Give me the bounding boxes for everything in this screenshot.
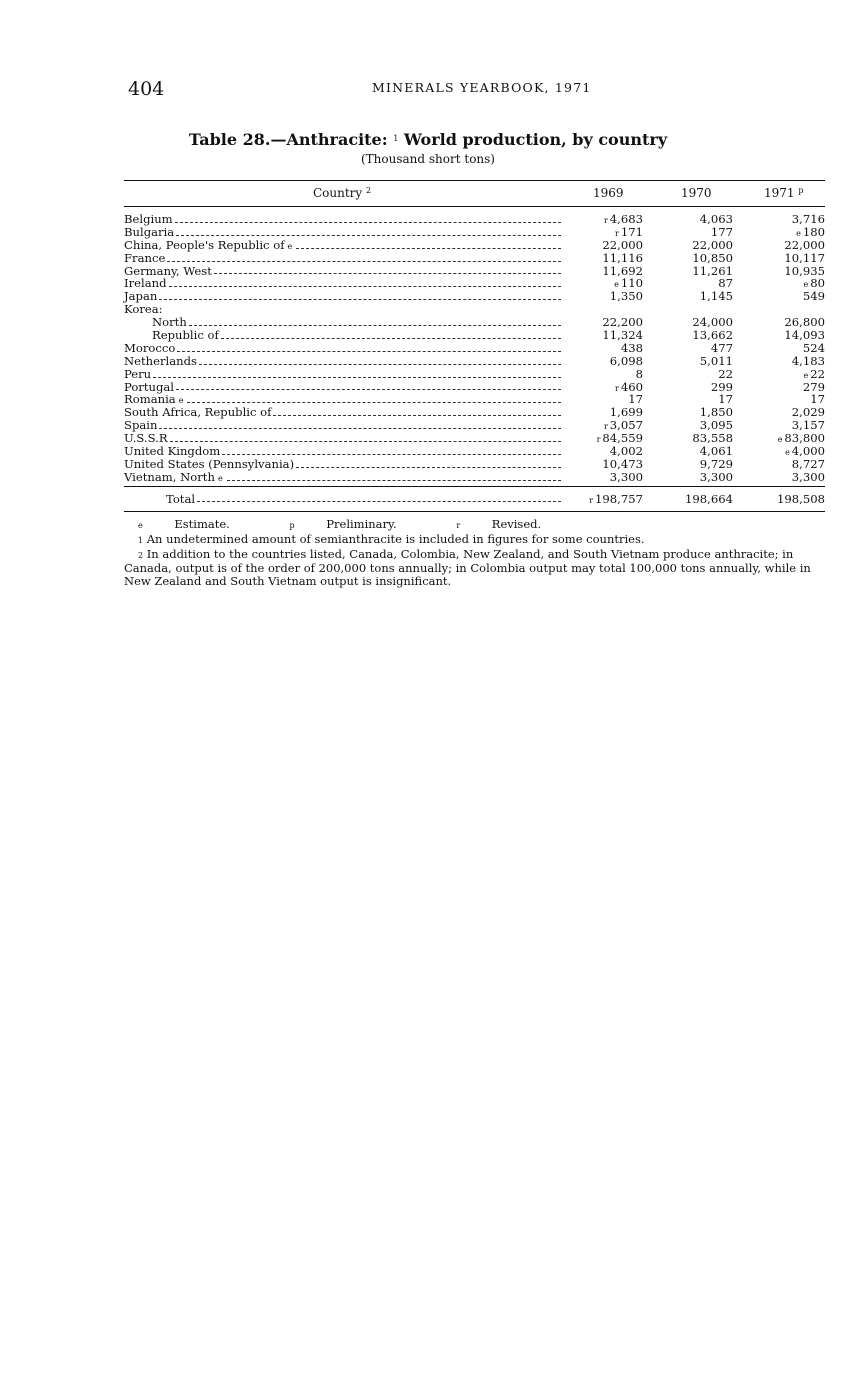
leader-dots	[175, 213, 561, 226]
footnote-1	[124, 533, 825, 548]
country-label: Vietnam, North	[124, 469, 215, 484]
value-number: 524	[802, 340, 825, 355]
table-body	[124, 213, 825, 484]
key-preliminary-mark: p	[289, 521, 295, 530]
key-estimate-text: Estimate.	[174, 517, 230, 531]
country-label: France	[124, 250, 166, 265]
value-number: 83,800	[784, 431, 825, 446]
value-1971	[803, 290, 825, 303]
country-label: Portugal	[124, 379, 175, 394]
key-revised	[456, 517, 569, 531]
value-number: 460	[620, 379, 643, 394]
table-top-rule	[124, 180, 825, 181]
footnotes	[124, 518, 825, 588]
leader-dots	[176, 381, 561, 394]
value-number: 17	[628, 392, 643, 407]
column-header-country	[313, 186, 371, 200]
column-header-1969: 1969	[593, 186, 624, 200]
leader-dots	[296, 239, 561, 252]
country-label: Japan	[124, 289, 158, 304]
country-label: United States (Pennsylvania)	[124, 456, 295, 471]
footnote-1-text: An undetermined amount of semianthracite is included in figures for some countries.	[146, 531, 645, 546]
value-number: 279	[802, 379, 825, 394]
value-number: 5,011	[699, 353, 733, 368]
value-number: 4,000	[791, 444, 825, 459]
footnote-2	[124, 548, 825, 588]
value-number: 1,850	[699, 405, 733, 420]
total-1969	[589, 492, 643, 508]
value-number: 4,063	[699, 212, 733, 226]
leader-dots	[167, 252, 561, 265]
value-number: 22,000	[784, 237, 825, 252]
value-number: 8	[635, 366, 643, 381]
value-number: 17	[718, 392, 733, 407]
leader-dots	[296, 458, 561, 471]
value-number: 3,716	[791, 212, 825, 226]
value-number: 8,727	[791, 456, 825, 471]
value-number: 177	[710, 224, 733, 239]
table-subtitle: (Thousand short tons)	[360, 152, 495, 166]
value-number: 4,183	[791, 353, 825, 368]
column-header-1971	[764, 186, 804, 200]
country-name	[124, 471, 225, 486]
value-number: 10,935	[784, 263, 825, 278]
country-label: China, People's Republic of	[124, 237, 285, 252]
total-label: Total	[166, 492, 196, 506]
footnote-key	[124, 518, 825, 533]
column-header-1970: 1970	[681, 186, 712, 200]
value-mark: e	[614, 280, 619, 290]
value-1970	[700, 471, 733, 484]
value-number: 1,145	[699, 289, 733, 304]
country-label: Morocco	[124, 340, 176, 355]
country-label: Romania	[124, 392, 176, 407]
value-mark: r	[603, 216, 608, 225]
value-number: 3,057	[609, 418, 643, 433]
value-number: 10,850	[692, 250, 733, 265]
value-number: 10,117	[784, 250, 825, 265]
total-top-rule	[124, 486, 825, 487]
title-footnote-ref: 1	[393, 134, 399, 143]
value-number: 171	[620, 224, 643, 239]
value-number: 9,729	[699, 456, 733, 471]
total-1970: 198,664	[685, 492, 733, 506]
value-number: 4,683	[609, 212, 643, 226]
value-number: 17	[810, 392, 825, 407]
footnote-1-mark: 1	[138, 535, 144, 545]
value-number: 11,116	[602, 250, 643, 265]
total-1969-value: 198,757	[595, 492, 643, 506]
value-number: 3,300	[699, 469, 733, 484]
value-mark: r	[615, 383, 619, 393]
total-leader-dots	[197, 492, 561, 505]
title-prefix: Table 28.—Anthracite:	[188, 130, 388, 149]
value-1971	[792, 471, 825, 484]
country-footnote-mark: e	[217, 473, 223, 483]
page-number: 404	[128, 78, 165, 100]
value-1970	[700, 290, 733, 303]
country-label: Ireland	[124, 276, 167, 291]
leader-dots	[170, 432, 561, 445]
leader-dots	[153, 368, 561, 381]
value-number: 4,061	[699, 444, 733, 459]
leader-dots	[177, 342, 561, 355]
value-number: 299	[710, 379, 733, 394]
value-number: 3,095	[699, 418, 733, 433]
value-number: 3,300	[609, 469, 643, 484]
country-header-ref: 2	[366, 186, 372, 195]
value-number: 11,692	[602, 263, 643, 278]
value-mark: e	[777, 435, 783, 445]
value-number: 22,000	[602, 237, 643, 252]
value-number: 83,558	[692, 431, 733, 446]
value-number: 22	[718, 366, 733, 381]
value-number: 22,200	[602, 315, 643, 330]
key-estimate-mark: e	[138, 521, 143, 530]
leader-dots	[227, 471, 561, 484]
value-number: 2,029	[791, 405, 825, 420]
value-mark: r	[603, 422, 608, 432]
country-label: Netherlands	[124, 353, 197, 368]
value-number: 11,261	[692, 263, 733, 278]
country-header-label: Country	[313, 186, 363, 200]
key-estimate	[138, 517, 258, 531]
key-revised-text: Revised.	[491, 517, 542, 531]
key-preliminary	[290, 517, 425, 531]
leader-dots	[214, 265, 561, 278]
country-label: Belgium	[124, 212, 173, 226]
country-label: Peru	[124, 366, 152, 381]
header-bottom-rule	[124, 206, 825, 207]
value-mark: r	[596, 435, 601, 445]
value-number: 6,098	[609, 353, 643, 368]
value-number: 24,000	[692, 315, 733, 330]
value-1969	[610, 290, 643, 303]
footnote-2-mark: 2	[138, 550, 144, 560]
country-label: Germany, West	[124, 263, 212, 278]
value-number: 438	[620, 340, 643, 355]
value-mark: e	[803, 280, 809, 290]
table-row	[124, 290, 825, 303]
value-number: 13,662	[692, 328, 733, 343]
value-number: 3,300	[791, 469, 825, 484]
country-label: South Africa, Republic of	[124, 405, 272, 420]
value-number: 1,699	[609, 405, 643, 420]
value-number: 10,473	[602, 456, 643, 471]
table-bottom-rule	[124, 511, 825, 512]
key-preliminary-text: Preliminary.	[326, 517, 397, 531]
value-number: 80	[810, 276, 825, 291]
total-1971: 198,508	[777, 492, 825, 506]
total-1969-mark: r	[589, 496, 594, 505]
value-number: 11,324	[602, 328, 643, 343]
table-title	[0, 130, 856, 149]
leader-dots	[169, 277, 561, 290]
value-mark: r	[615, 228, 619, 238]
value-number: 22	[810, 366, 825, 381]
country-label: United Kingdom	[124, 444, 221, 459]
total-row	[124, 492, 825, 506]
footnote-2-text: In addition to the countries listed, Canada, Colombia, New Zealand, and South Vietnam produce anthracite; in Canada, output is of the order of 200,000 tons annually; in Colombia output may total 100,000 tons annually, while in New Zealand and South Vietnam output is insignificant.	[124, 546, 811, 589]
year-1971-label: 1971	[764, 186, 795, 200]
country-footnote-mark: e	[178, 396, 184, 406]
value-number: 4,002	[609, 444, 643, 459]
leader-dots	[189, 316, 561, 329]
key-revised-mark: r	[456, 521, 461, 530]
value-number: 26,800	[784, 315, 825, 330]
value-mark: e	[803, 370, 809, 380]
country-label: North	[152, 315, 187, 330]
leader-dots	[221, 329, 561, 342]
value-number: 22,000	[692, 237, 733, 252]
value-number: 180	[802, 224, 825, 239]
country-label: Spain	[124, 418, 158, 433]
leader-dots	[199, 355, 561, 368]
value-mark: e	[796, 228, 801, 238]
value-number: 3,157	[791, 418, 825, 433]
country-label: Korea:	[124, 302, 163, 317]
leader-dots	[159, 290, 561, 303]
country-label: U.S.S.R	[124, 431, 168, 446]
year-1971-mark: p	[798, 186, 804, 195]
country-footnote-mark: e	[287, 241, 293, 251]
value-number: 549	[802, 289, 825, 304]
title-suffix: World production, by country	[403, 130, 668, 149]
value-number: 87	[718, 276, 733, 291]
value-number: 84,559	[602, 431, 643, 446]
value-number: 14,093	[784, 328, 825, 343]
value-mark: e	[785, 448, 790, 458]
country-label: Republic of	[152, 328, 219, 343]
value-number: 110	[620, 276, 643, 291]
table-row	[124, 471, 825, 484]
running-title: MINERALS YEARBOOK, 1971	[372, 80, 592, 95]
country-label: Bulgaria	[124, 224, 175, 239]
value-number: 477	[710, 340, 733, 355]
value-1969	[610, 471, 643, 484]
value-number: 1,350	[609, 289, 643, 304]
leader-dots	[273, 406, 561, 419]
leader-dots	[159, 419, 561, 432]
